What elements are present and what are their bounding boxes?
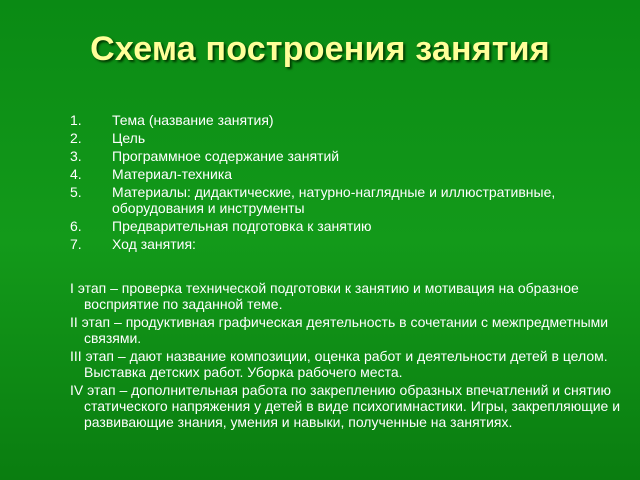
list-item <box>70 184 610 216</box>
list-item <box>70 130 610 146</box>
list-item <box>70 236 610 252</box>
list-item-number: 5. <box>70 184 82 200</box>
list-item-number: 6. <box>70 218 82 234</box>
list-item-text: Ход занятия: <box>112 236 196 252</box>
slide-title: Схема построения занятия <box>90 30 550 68</box>
list-item <box>70 112 610 128</box>
list-item <box>70 166 610 182</box>
list-item-text: Предварительная подготовка к занятию <box>112 218 372 234</box>
list-item-text: Тема (название занятия) <box>112 112 274 128</box>
stage-paragraph: I этап – проверка технической подготовки к занятию и мотивация на образное восприятие по заданной теме. <box>70 280 579 312</box>
list-item-number: 3. <box>70 148 82 164</box>
list-item-number: 7. <box>70 236 82 252</box>
stage-paragraph: IV этап – дополнительная работа по закреплению образных впечатлений и снятию статического напряжения у детей в виде психогимнастики. Игры, закрепляющие и развивающие знания, умения и навыки, полученные на занятиях. <box>70 382 621 430</box>
list-item-number: 1. <box>70 112 82 128</box>
steps-list <box>70 112 610 254</box>
stages-block <box>70 280 625 432</box>
list-item-number: 2. <box>70 130 82 146</box>
list-item-text: Цель <box>112 130 146 146</box>
stage-paragraph: II этап – продуктивная графическая деятельность в сочетании с межпредметными связями. <box>70 314 609 346</box>
list-item-text: Программное содержание занятий <box>112 148 340 164</box>
list-item <box>70 218 610 234</box>
list-item-number: 4. <box>70 166 82 182</box>
list-item <box>70 148 610 164</box>
list-item-text: Материалы: дидактические, натурно-наглядные и иллюстративные, оборудования и инструменты <box>112 184 556 216</box>
list-item-text: Материал-техника <box>112 166 233 182</box>
stage-paragraph: III этап – дают название композиции, оценка работ и деятельности детей в целом. Выставка детских работ. Уборка рабочего места. <box>70 348 608 380</box>
